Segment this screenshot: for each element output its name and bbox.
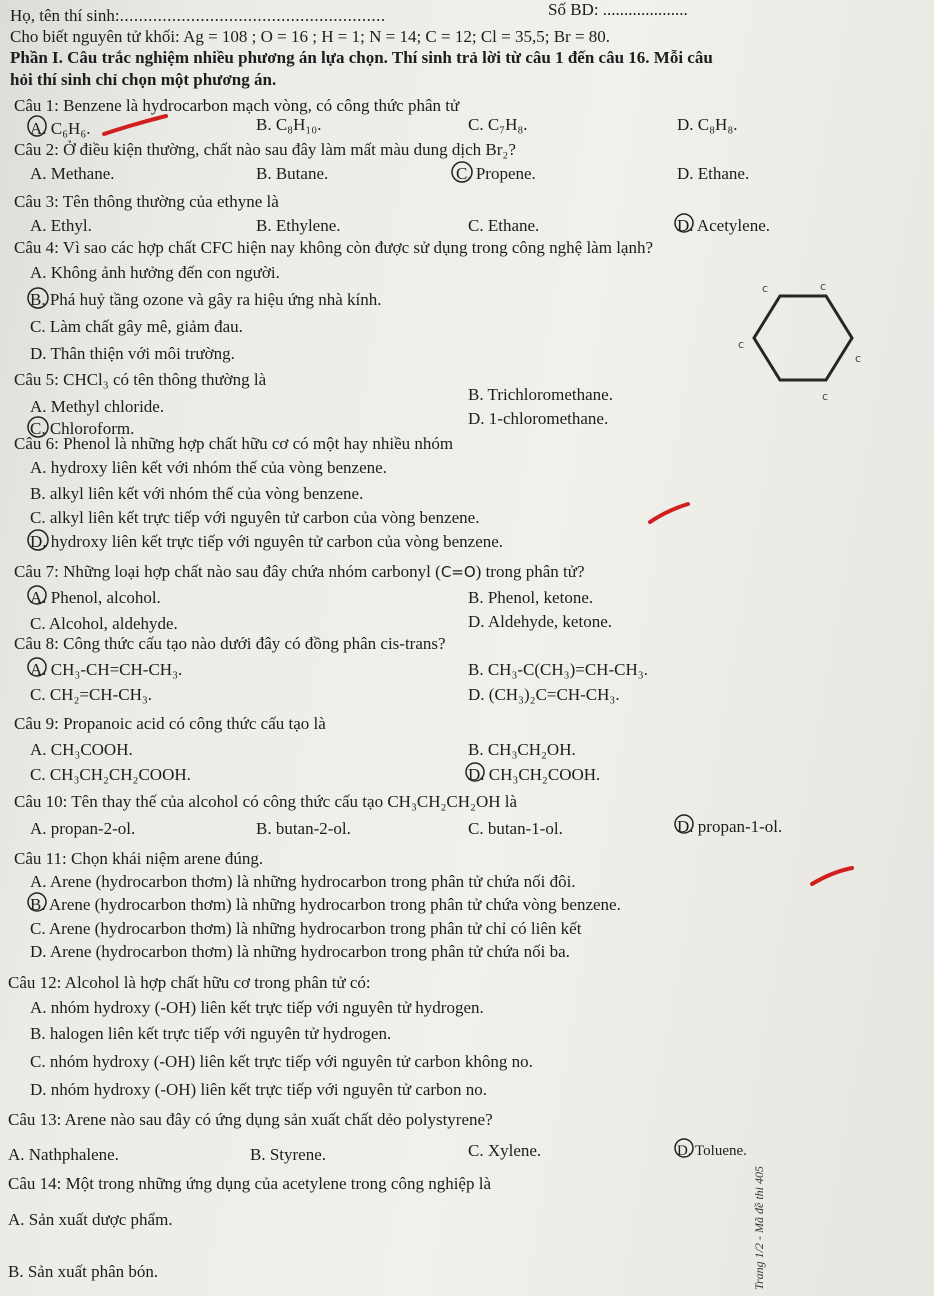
- q6-option-c[interactable]: C. alkyl liên kết trực tiếp với nguyên tử carbon của vòng benzene.: [30, 508, 480, 527]
- q6-option-d[interactable]: D. hydroxy liên kết trực tiếp với nguyên tử carbon của vòng benzene.: [30, 532, 504, 551]
- q11-option-d[interactable]: D. Arene (hydrocarbon thơm) là những hydrocarbon trong phân tử chứa nối ba.: [30, 942, 570, 961]
- q14-option-a[interactable]: A. Sản xuất dược phẩm.: [8, 1210, 173, 1229]
- q2-option-b[interactable]: B. Butane.: [256, 164, 329, 183]
- q14-option-b[interactable]: B. Sản xuất phân bón.: [8, 1262, 159, 1281]
- q11-option-a[interactable]: A. Arene (hydrocarbon thơm) là những hydrocarbon trong phân tử chứa nối đôi.: [30, 872, 576, 891]
- q13-option-c[interactable]: C. Xylene.: [468, 1141, 542, 1160]
- q13-option-a[interactable]: A. Nathphalene.: [8, 1145, 119, 1164]
- q6-option-a[interactable]: A. hydroxy liên kết với nhóm thế của vòng benzene.: [30, 458, 387, 477]
- answer-circle-icon: [464, 761, 486, 783]
- answer-circle-icon: [26, 891, 48, 913]
- answer-circle-icon: [26, 584, 48, 606]
- q5-option-b[interactable]: B. Trichloromethane.: [468, 385, 613, 404]
- q10-option-a[interactable]: A. propan-2-ol.: [30, 819, 136, 838]
- q2-option-c[interactable]: C. Propene.: [456, 164, 536, 183]
- svg-text:c: c: [738, 338, 745, 351]
- q6-option-b[interactable]: B. alkyl liên kết với nhóm thế của vòng benzene.: [30, 484, 364, 503]
- q10-option-d[interactable]: D. propan-1-ol.: [677, 817, 783, 836]
- q3-option-d[interactable]: D. Acetylene.: [677, 216, 770, 235]
- atomic-mass-line: Cho biết nguyên tử khối: Ag = 108 ; O = 16 ; H = 1; N = 14; C = 12; Cl = 35,5; Br = 80.: [10, 27, 611, 46]
- number-label: Số BD:: [548, 0, 599, 19]
- q11-option-b[interactable]: B. Arene (hydrocarbon thơm) là những hydrocarbon trong phân tử chứa vòng benzene.: [30, 895, 621, 914]
- red-pen-stroke-icon: [100, 112, 172, 138]
- q4-option-a[interactable]: A. Không ảnh hưởng đến con người.: [30, 263, 280, 282]
- name-dots: ........................................................: [119, 6, 386, 25]
- answer-circle-icon: [673, 813, 695, 835]
- q1-option-b[interactable]: B. C₈H₁₀.: [256, 115, 322, 134]
- red-pen-stroke-icon: [646, 500, 694, 526]
- answer-circle-icon: [26, 656, 48, 678]
- student-label: Họ, tên thí sinh:: [10, 6, 120, 25]
- red-pen-stroke-icon: [808, 864, 858, 888]
- question-9: Câu 9: Propanoic acid có công thức cấu tạo là: [14, 714, 326, 733]
- q12-option-a[interactable]: A. nhóm hydroxy (-OH) liên kết trực tiếp với nguyên tử hydrogen.: [30, 998, 484, 1017]
- question-6: Câu 6: Phenol là những hợp chất hữu cơ có một hay nhiều nhóm: [14, 434, 454, 453]
- q12-option-d[interactable]: D. nhóm hydroxy (-OH) liên kết trực tiếp với nguyên tử carbon no.: [30, 1080, 488, 1099]
- question-11: Câu 11: Chọn khái niệm arene đúng.: [14, 849, 264, 868]
- q3-option-b[interactable]: B. Ethylene.: [256, 216, 341, 235]
- svg-text:c: c: [855, 352, 862, 365]
- question-1: Câu 1: Benzene là hydrocarbon mạch vòng, có công thức phân tử: [14, 96, 460, 115]
- answer-circle-icon: [26, 286, 50, 310]
- q10-option-b[interactable]: B. butan-2-ol.: [256, 819, 351, 838]
- svg-text:c: c: [820, 280, 827, 293]
- number-field: Số BD: ....................: [548, 0, 688, 19]
- question-3: Câu 3: Tên thông thường của ethyne là: [14, 192, 279, 211]
- question-2: Câu 2: Ở điều kiện thường, chất nào sau đây làm mất màu dung dịch Br₂?: [14, 140, 516, 159]
- q1-option-c[interactable]: C. C₇H₈.: [468, 115, 528, 134]
- header-line: [10, 6, 386, 26]
- question-10: Câu 10: Tên thay thế của alcohol có công thức cấu tạo CH₃CH₂CH₂OH là: [14, 792, 518, 811]
- question-4: Câu 4: Vì sao các hợp chất CFC hiện nay không còn được sử dụng trong công nghệ làm lạnh?: [14, 238, 654, 257]
- q10-option-c[interactable]: C. butan-1-ol.: [468, 819, 563, 838]
- q5-option-d[interactable]: D. 1-chloromethane.: [468, 409, 609, 428]
- svg-text:c: c: [822, 390, 829, 403]
- page-footer: Trang 1/2 - Mã đề thi 405: [752, 1165, 766, 1290]
- q12-option-c[interactable]: C. nhóm hydroxy (-OH) liên kết trực tiếp với nguyên tử carbon không no.: [30, 1052, 533, 1071]
- q3-option-c[interactable]: C. Ethane.: [468, 216, 540, 235]
- q13-option-b[interactable]: B. Styrene.: [250, 1145, 327, 1164]
- q4-option-b[interactable]: B. Phá huỷ tầng ozone và gây ra hiệu ứng nhà kính.: [30, 290, 382, 309]
- q8-option-b[interactable]: B. CH₃-C(CH₃)=CH-CH₃.: [468, 660, 648, 679]
- question-8: Câu 8: Công thức cấu tạo nào dưới đây có đồng phân cis-trans?: [14, 634, 446, 653]
- answer-circle-icon: [450, 160, 474, 184]
- part-title-cont: hỏi thí sinh chỉ chọn một phương án.: [10, 70, 277, 89]
- question-14: Câu 14: Một trong những ứng dụng của acetylene trong công nghiệp là: [8, 1174, 491, 1193]
- q7-option-d[interactable]: D. Aldehyde, ketone.: [468, 612, 612, 631]
- q12-option-b[interactable]: B. halogen liên kết trực tiếp với nguyên tử hydrogen.: [30, 1024, 392, 1043]
- q2-option-a[interactable]: A. Methane.: [30, 164, 115, 183]
- q7-option-a[interactable]: A. Phenol, alcohol.: [30, 588, 161, 607]
- question-12: Câu 12: Alcohol là hợp chất hữu cơ trong phân tử có:: [8, 973, 371, 992]
- hexagon-doodle-icon: [740, 276, 860, 406]
- q3-option-a[interactable]: A. Ethyl.: [30, 216, 92, 235]
- part-title: Phần I. Câu trắc nghiệm nhiều phương án lựa chọn. Thí sinh trả lời từ câu 1 đến câu 16. Mỗi câu: [10, 48, 713, 67]
- q9-option-a[interactable]: A. CH₃COOH.: [30, 740, 133, 759]
- q2-option-d[interactable]: D. Ethane.: [677, 164, 750, 183]
- q5-option-c[interactable]: C. Chloroform.: [30, 419, 135, 438]
- q9-option-b[interactable]: B. CH₃CH₂OH.: [468, 740, 576, 759]
- carbonyl-group: C=O: [440, 563, 476, 581]
- q8-option-a[interactable]: A. CH₃-CH=CH-CH₃.: [30, 660, 183, 679]
- question-7: Câu 7: Những loại hợp chất nào sau đây chứa nhóm carbonyl (C=O) trong phân tử?: [14, 562, 585, 581]
- q1-option-d[interactable]: D. C₈H₈.: [677, 115, 738, 134]
- answer-circle-icon: [673, 1137, 695, 1159]
- answer-circle-icon: [26, 415, 50, 439]
- q4-option-d[interactable]: D. Thân thiện với môi trường.: [30, 344, 235, 363]
- q5-option-a[interactable]: A. Methyl chloride.: [30, 397, 165, 416]
- q1-option-a[interactable]: A. C₆H₆.: [30, 119, 91, 138]
- q9-option-d[interactable]: D. CH₃CH₂COOH.: [468, 765, 601, 784]
- answer-circle-icon: [673, 212, 695, 234]
- svg-text:c: c: [762, 282, 769, 295]
- q9-option-c[interactable]: C. CH₃CH₂CH₂COOH.: [30, 765, 191, 784]
- question-5: Câu 5: CHCl₃ có tên thông thường là: [14, 370, 267, 389]
- q11-option-c[interactable]: C. Arene (hydrocarbon thơm) là những hydrocarbon trong phân tử chỉ có liên kết: [30, 919, 582, 938]
- answer-circle-icon: [26, 114, 48, 138]
- q7-option-b[interactable]: B. Phenol, ketone.: [468, 588, 594, 607]
- q8-option-d[interactable]: D. (CH₃)₂C=CH-CH₃.: [468, 685, 620, 704]
- q8-option-c[interactable]: C. CH₂=CH-CH₃.: [30, 685, 153, 704]
- answer-circle-icon: [26, 528, 50, 552]
- q7-option-c[interactable]: C. Alcohol, aldehyde.: [30, 614, 178, 633]
- q4-option-c[interactable]: C. Làm chất gây mê, giảm đau.: [30, 317, 243, 336]
- q13-option-d[interactable]: D. Toluene.: [677, 1143, 747, 1159]
- question-13: Câu 13: Arene nào sau đây có ứng dụng sản xuất chất dẻo polystyrene?: [8, 1110, 493, 1129]
